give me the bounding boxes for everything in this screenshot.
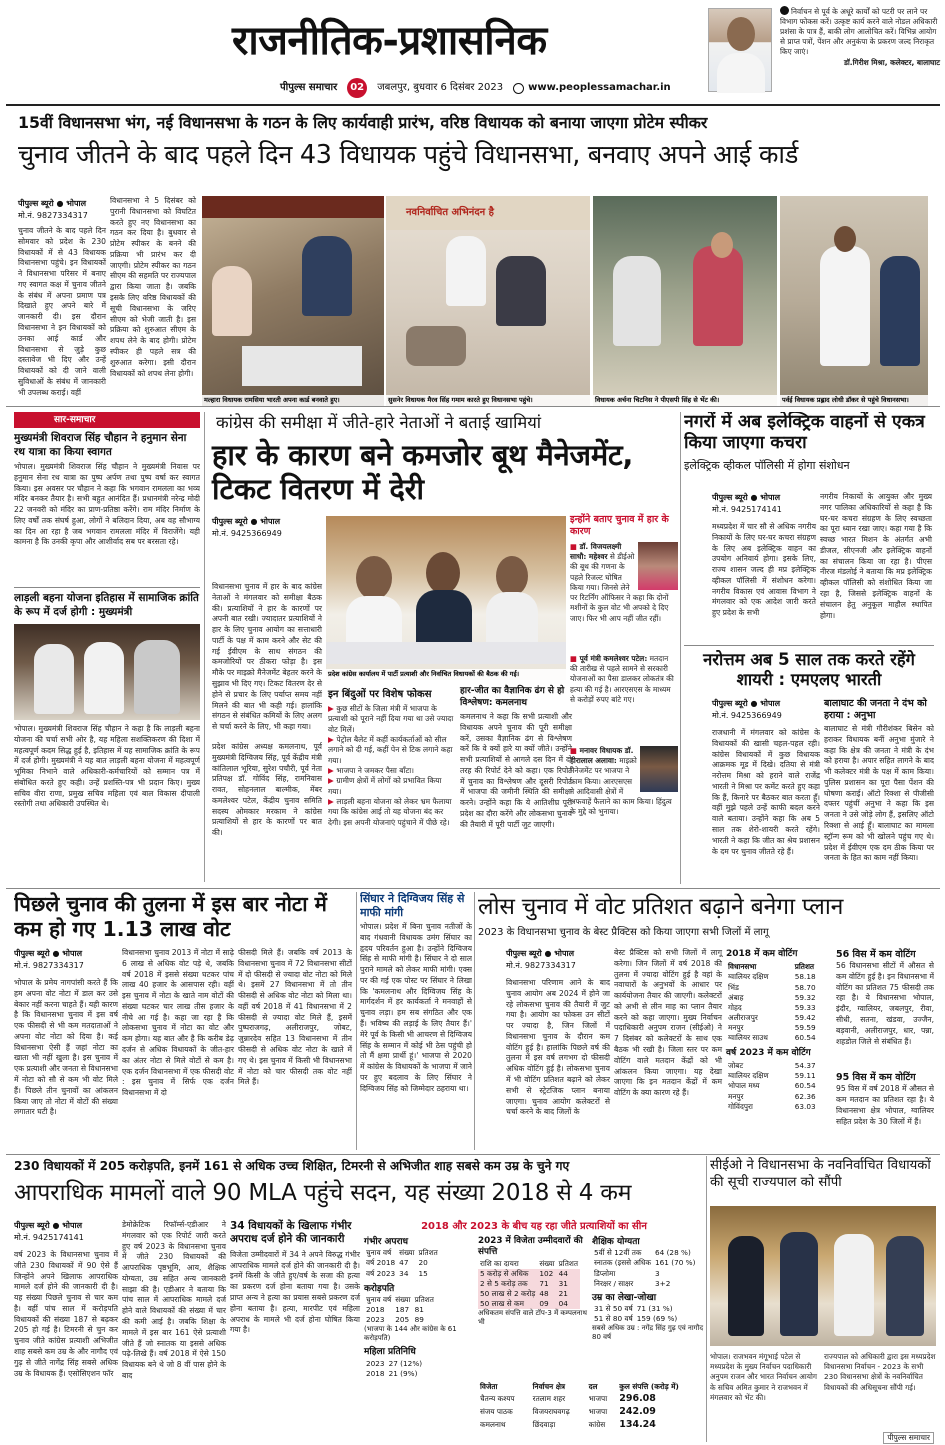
s56-title: 56 विस में कम वोटिंग (836, 949, 916, 960)
table-row: 5वीं से 12वीं तक 64 (28 %) (594, 1248, 691, 1258)
lead-photo-2-banner: नवनिर्वाचित अभिनंदन है (406, 207, 494, 218)
ev-col-2: नगरीय निकायों के आयुक्त और मुख्य नगर पालिका अधिकारियों से कहा है कि घर-घर कचरा संग्रहण के लिए स्वच्छता का पूरा ध्यान रखा जाए। कहा गया है कि स्वच्छ भारत मिशन के अंतर्गत अभी डीजल, सीएनजी और इलेक्ट्रिक वाहनों का संचालन किया जा रहा है। पीएस नीरज मंडलोई ने बताया कि मप्र इलेक्ट्रिक व्हीकल पॉलिसी को संशोधित किया जा रहा है, जिससे इलेक्ट्रिक वाहनों के संचालन हेतु अनुकूल माहौल स्थापित होगा। (820, 492, 932, 620)
cong-focus-list (328, 704, 456, 854)
singhar-story (360, 892, 472, 1152)
table-row: अंबाह 59.32 (728, 992, 816, 1002)
lead-headline: चुनाव जीतने के बाद पहले दिन 43 विधायक पहुंचे विधानसभा, बनवाए अपने आई कार्ड (18, 140, 799, 170)
ls-mobile: मो.नं. 9827334317 (506, 961, 576, 970)
paper-name: पीपुल्स समाचार (280, 82, 338, 94)
section-title: राजनीतिक-प्रशासनिक (232, 18, 547, 64)
lead-photo-1 (202, 196, 384, 406)
table-row: ग्वालियर दक्षिण 59.11 (728, 1071, 816, 1081)
balaghat-title: बालाघाट की जनता ने दंभ को हराया : अनुभा (824, 698, 927, 722)
table-row: मनपुर 62.36 (728, 1091, 816, 1101)
saar-headline-2: लाड़ली बहना योजना इतिहास में सामाजिक क्रांति के रूप में दर्ज होगी : मुख्यमंत्री (14, 592, 199, 618)
table-row: कमलनाथ छिंदवाड़ा कांग्रेस 134.24 (480, 1419, 656, 1431)
reason-photo (638, 542, 678, 590)
ev-col-1: मध्यप्रदेश में चार सौ से अधिक नगरीय निकायों के लिए घर-घर कचरा संग्रहण के लिए अब इलेक्ट्रिक वाहन का उपयोग अनिवार्य होगा। इसके लिए, राज्य शासन जल्द ही मप्र इलेक्ट्रिक व्हीकल पॉलिसी में संशोधन करेगा। नगरीय विकास एवं आवास विभाग ने मंगलवार को एक आदेश जारी करते हुए प्रदेश के सभी (712, 522, 816, 618)
table-row: 2023 205 89 (366, 1315, 424, 1325)
lead-photo-2 (386, 196, 590, 406)
ev-story (684, 412, 934, 644)
stats-title: 2018 और 2023 के बीच यह रहा जीते प्रत्याशियों का सीन (421, 1221, 647, 1232)
reason-photo (640, 746, 678, 792)
ceo-caption-2: राज्यपाल को अधिकारी द्वारा इस मध्यप्रदेश विधानसभा निर्वाचन - 2023 के सभी 230 विधानसभा क्षेत्रों के नवनिर्वाचित विधायकों की अधिसूचना सौंपी गई। (824, 1352, 936, 1392)
table-row: चैतन्य कश्यप रतलाम शहर भाजपा 296.08 (480, 1393, 656, 1405)
table-row: 2 से 5 करोड़ तक 71 31 (478, 1279, 580, 1289)
ev-headline: नगरों में अब इलेक्ट्रिक वाहनों से एकत्र किया जाएगा कचरा (684, 412, 925, 454)
lead-col-2: विधानसभा ने 5 दिसंबर को पुरानी विधानसभा को विघटित करते हुए नए विधानसभा का गठन कर दिया है। बुधवार से प्रोटेम स्पीकर के बनने की प्रक्रिया भी प्रारंभ कर दी जाएगी। प्रोटेम स्पीकर का गठन सीएम की सहमति पर राज्यपाल द्वारा किया जाता है। जबकि इसके लिए वरिष्ठ विधायकों की सूची विधानसभा के जरिए सीएम को भेजी जाती है। इस प्रक्रिया को शुरुआत सीएम के शपथ लेने के बाद होगी। प्रोटेम स्पीकर ही पहले सत्र की शुरुआत करेगा। इसी दौरान विधायकों को शपथ लेना होगी। (110, 196, 196, 378)
cong-byline: पीपुल्स ब्यूरो ● भोपाल (212, 517, 281, 526)
ceo-story (710, 1156, 936, 1445)
lead-photo-2-caption: सुसनेर विधायक मैरव सिंह गमाम कारते हुए विधानसभा पहुंचे। (386, 395, 590, 406)
table-row: 51 से 80 वर्ष 159 (69 %) (594, 1314, 678, 1324)
crore-kicker: 230 विधायकों में 205 करोड़पति, इनमें 161 से अधिक उच्च शिक्षित, टिमरनी से अभिजीत शाह सबसे कम उम्र के चुने गए (14, 1159, 570, 1173)
s56-box (836, 948, 934, 1148)
balaghat-text: बालाघाट से मंत्री गौरीशंकर बिसेन को हराकर विधायक बनीं अनुभा मुंजारे ने कहा कि क्षेत्र की जनता ने मंत्री के दंभ को हराया है। अपार सहित लागने के बाद भी कलेक्टर मंत्री के पक्ष में काम किया। पुलिस प्रशासन का पूरा पैसा पेंशन की घोषणा कराई। ऑटो रिक्शा से पीजीसी दफ्तर पहुंचीं अनुभा ने कहा कि इस जनता ने उसे जोड़े लोग हैं, इसलिए ऑटो रिक्शा से आई हूँ। बालाघाट का मामला स्ट्रॉन्ग रूम को भी खोलने पहुंच गए थे। प्रदेश में ईवीएम एक दम ठीक किया पर जनता के हित का काम नहीं किया। (824, 724, 934, 863)
s56-text: 56 विधानसभा सीटों में औसत से कम वोटिंग हुई है। इन विधानसभा में वोटिंग का प्रतिशत 75 फीसदी तक रहा है। ये विधानसभा भोपाल, इंदौर, ग्वालियर, जबलपुर, रीवा, सीधी, सतना, खंडवा, उज्जैन, बड़वानी, अलीराजपुर, धार, पन्ना, शहडोल जिले से संबंधित हैं। (836, 961, 934, 1046)
narottam-col-1: राजधानी में मंगलवार को कांग्रेस के विधायकों की खासी चहल-पहल रही। कांग्रेस विधायकों में कुछ विधायक आक्रमक मूड में दिखे। दतिया से मंत्री नरोत्तम मिश्रा को हराने वाले राजेंद्र भारती ने मिश्रा पर कमेंट करते हुए कहा कि हैं, किनारे पर बैठकर बात करता हूँ। वहीं मुझे पहले उन्हें काफी बदल करने वाले बताया। उन्होंने कहा कि अब 5 साल तक शेरो-शायरी करते रहेंगे। भारती ने कहा कि जीत का श्रेय प्रशासन के दम पर चुनाव जीतते रहे हैं। (712, 728, 820, 856)
crore-col-2: डेमोक्रेटिक रिफॉर्म्स-एडीआर ने मंगलवार को एक रिपोर्ट जारी करते हुए वर्ष 2023 के विधानसभा चुनाव में जीते 230 विधायकों की आपराधिक पृष्ठभूमि, आय, शैक्षिक योग्यता, उम्र सहित अन्य जानकारी साझा की है। एडीआर ने बताया कि पांच साल में आपराधिक मामले दर्ज होने वाले विधायकों की संख्या में चार की कमी आई है। जबकि शिक्षा के मामले में इस बार 161 ऐसे प्रत्याशी जीते हैं जो स्नातक या इससे अधिक पढ़े-लिखे हैं। वर्ष 2018 में ऐसे 150 विधायक बने थे जो 8 वीं पास होने के बाद (122, 1220, 226, 1380)
ceo-caption-1: भोपाल। राजभवन मंगूभाई पटेल से मध्यप्रदेश के मुख्य निर्वाचन पदाधिकारी अनुपम राजन और भारत निर्वाचन आयोग के सचिव अमित कुमार ने राजभवन में मंगलवार को भेंट की। (710, 1352, 817, 1402)
education-box: शैक्षिक योग्यता 5वीं से 12वीं तक 64 (28 %) स्नातक (इससे अधिक 161 (70 %) डिप्लोमा 3 निरक्षर / साक्षर 3+2 उम्र का लेखा-जोखा 31 से 50 वर्ष 71 (31 %) 51 से 80 वर्ष 159 (69 %) सबसे अधिक उम्र : नगेंद्र सिंह गुढ़ एवं नागौद 80 वर्ष (592, 1237, 704, 1342)
focus-item: ▶ ग्रामीण क्षेत्रों में लोगों को प्रभावित किया गया। (328, 776, 442, 796)
ev-subhead: इलेक्ट्रिक व्हीकल पॉलिसी में होगा संशोधन (684, 459, 850, 472)
narottam-story (684, 650, 934, 884)
saar-headline-1: मुख्यमंत्री शिवराज सिंह चौहान ने हनुमान सेना रथ यात्रा का किया स्वागत (14, 432, 187, 458)
collector-quote: निर्वाचन से पूर्व के अधूरे कार्यों को पटरी पर लाने पर विभाग फोकस करें। उत्कृष्ट कार्य करने वाले नोडल अधिकारी प्रशंसा के पात्र हैं, बाकी लोग आलोचित करें। विभिन्न आयोग से प्राप्त पत्रों, पेंशन और अनुकंपा के प्रकरण जल्द निराकृत किए जाएं। डॉ.गिरीश मिश्रा, कलेक्टर, बालाघाट (780, 7, 940, 67)
lead-story (0, 108, 945, 410)
cong-photo-caption: प्रदेश कांग्रेस कार्यालय में पार्टी प्रत्याशी और निर्वाचित विधायकों की बैठक की गई। (326, 669, 566, 680)
table-row: डिप्लोमा 3 (594, 1268, 660, 1278)
lead-kicker: 15वीं विधानसभा भंग, नई विधानसभा के गठन के लिए कार्यवाही प्रारंभ, वरिष्ठ विधायक को बनाया जाएगा प्रोटेम स्पीकर (18, 113, 708, 132)
focus-item: ▶ कुछ सीटों के जिला मंत्री में भाजपा के प्रत्याशी को पूराने नहीं दिया गया था उसे ज्यादा वोट मिलें। (328, 704, 454, 734)
lead-col-1: चुनाव जीतने के बाद पहले दिन सोमवार को प्रदेश के 230 विधायकों में से 43 विधायक विधानसभा पहुंचे। इन विधायकों ने विधानसभा परिसर में बनाए गए स्वागत कक्ष में चुनाव जीतने के संबंध में अपना प्रमाण पत्र दिखाते हुए अपने बारे में जानकारी दी। इस दौरान विधानसभा ने इन विधायकों को उनका आई कार्ड और विधानसभा से जुड़े कुछ दस्तावेज भी दिए और उन्हें विधायकों को दी जाने वाली सुविधाओं के संबंध में जानकारी भी उपलब्ध कराई। वहीं (18, 226, 106, 397)
table-row: 50 लाख से कम 09 04 (478, 1299, 580, 1309)
women-table (364, 1359, 424, 1379)
focus-item: ▶ लाड़ली बहना योजना को लेकर भ्रम फैलाया गया कि कांग्रेस आई तो यह योजना बंद कर देगी। इस अपनी योजनाएं पहुंचाने में पीछे रहे। (328, 797, 452, 827)
lead-photo-3-caption: विधायक अर्चना चिटनिस ने पीएसपी सिंह से भेंट की। (593, 395, 777, 406)
table-row: वर्ष 2018 47 20 (366, 1258, 428, 1268)
saar-text-2: भोपाल। मुख्यमंत्री शिवराज सिंह चौहान ने कहा है कि लाड़ली बहना योजना की चर्चा सभी ओर है, यह महिला सशक्तिकरण की दिशा में महत्वपूर्ण कदम सिद्ध हुई है, इतिहास में यह सामाजिक क्रांति के रूप में दर्ज होगी। मुख्यमंत्री ने यह बात लाड़ली बहना योजना में महत्वपूर्ण भूमिका निभाने वाले अधिकारी-कर्मचारियों को सम्मान पत्र में संबोधित करते हुए कही। उन्हें प्रशस्ति-पत्र भी प्रदान किए। मुख्य सचिव वीरा राणा, प्रमुख सचिव महिला एवं बाल विकास दीपाली रस्तोगी तथा अधिकारी उपस्थित थे। (14, 724, 200, 809)
education-table (592, 1248, 697, 1288)
singhar-headline: सिंघार ने दिग्विजय सिंह से माफी मांगी (360, 892, 465, 920)
crorepati-table (364, 1295, 436, 1325)
nota-mobile: मो.नं. 9827334317 (14, 961, 84, 970)
table-row: 5 करोड़ से अधिक 102 44 (478, 1269, 580, 1279)
age-table (592, 1304, 679, 1324)
low-2018-title: 2018 में कम वोटिंग (726, 949, 798, 959)
table-row: स्नातक (इससे अधिक 161 (70 %) (594, 1258, 696, 1268)
page-number: 02 (347, 78, 367, 98)
table-row: चुनाव वर्ष संख्या प्रतिशत (366, 1248, 438, 1258)
crore-headline: आपराधिक मामलों वाले 90 MLA पहुंचे सदन, यह संख्या 2018 से 4 कम (14, 1180, 632, 1206)
quote-icon (780, 6, 789, 15)
crore-stats (364, 1218, 704, 1444)
nota-story (14, 892, 354, 1152)
lead-byline: पीपुल्स ब्यूरो ● भोपाल (18, 199, 87, 208)
richest-box (478, 1382, 704, 1431)
nota-headline: पिछले चुनाव की तुलना में इस बार नोटा में कम हो गए 1.13 लाख वोट (14, 892, 327, 941)
cong-mobile: मो.नं. 9425366949 (212, 529, 282, 538)
table-row: 2018 21 (9%) (366, 1368, 418, 1378)
table-row: 31 से 50 वर्ष 71 (31 %) (594, 1304, 673, 1314)
saar-label: सार-समाचार (14, 412, 200, 428)
table-row: भिंड 58.70 (728, 982, 816, 992)
crore-story (14, 1156, 704, 1445)
narottam-byline: पीपुल्स ब्यूरो ● भोपाल (712, 699, 781, 708)
table-row: विजेता निर्वाचन क्षेत्र दल कुल संपत्ति (करोड़ में) (480, 1382, 679, 1391)
winner-assets-box: 2023 में विजेता उम्मीदवारों की संपत्ति राशि का दायरा संख्या प्रतिशत 5 करोड़ से अधिक 102 44 2 से 5 करोड़ तक 71 31 50 लाख से 2 करोड़ 48 21 50 लाख से कम 09 04 अधिकतम संपत्ति वाले टॉप-3 में कम्पलनाथ भी (478, 1236, 587, 1326)
s95-text: 95 विस में वर्ष 2018 में औसत से कम मतदान का प्रतिशत रहा है। ये विधानसभा क्षेत्र भोपाल, ग्वालियर सहित प्रदेश के 30 जिलों में हैं। (836, 1084, 934, 1126)
ls-subhead: 2023 के विधानसभा चुनाव के बेस्ट प्रैक्टिस को किया जाएगा सभी जिलों में लागू (478, 927, 769, 938)
richest-table (478, 1382, 704, 1431)
cong-kicker: कांग्रेस की समीक्षा में जीते-हारे नेताओं ने बताई खामियां (216, 413, 542, 432)
cong-sci-title: हार-जीत का वैज्ञानिक ढंग से हो विश्लेषण: कमलनाथ (460, 686, 565, 708)
focus-item: ▶ पेट्रोल बैलेट में कहीं कार्यकर्ताओं को सील लगाने को दी गई, कहीं पेन से टिक लगाने कहा गया। (328, 735, 453, 765)
s95-title: 95 विस में कम वोटिंग (836, 1072, 916, 1084)
low-2023-title: वर्ष 2023 में कम वोटिंग (726, 1047, 811, 1058)
nota-col-1: भोपाल के प्रमेय नागपांसी करते हैं कि हम अपना वोट नोटा में डाल कर उसे बेकार नहीं करना चाहते हैं। यही कारण है कि विधानसभा चुनाव में इस वर्ष एक फीसदी से भी कम मतदाताओं ने अपना वोट नोटा को दिया है। कई विधानसभा ऐसी हैं जहां नोटा का खाता भी नहीं खुला है। इस चुनाव में एक प्रत्याशी और जनता से विधानसभा में नोटा को सौ से कम भी वोट मिले हैं। पिछले तीन चुनावों का आंकलन किया जाए तो नोटा में वोटों की संख्या लगातार घटी है। (14, 978, 118, 1117)
crore-box-title: 34 विधायकों के खिलाफ गंभीर अपराध दर्ज होने की जानकारी (230, 1220, 352, 1246)
table-row: वर्ष 2023 34 15 (366, 1268, 428, 1278)
saar-samachar (14, 412, 200, 884)
saar-text-1: भोपाल। मुख्यमंत्री शिवराज सिंह चौहान ने मुख्यमंत्री निवास पर हनुमान सेना रथ यात्रा का पुष्प अर्पण तथा पुष्प वर्षा कर स्वागत किया। इस अवसर पर चौहान ने कहा कि भगवान रामलला का भव्य मंदिर बनकर तैयार है। सभी बहुत आनंदित हैं। प्रधानमंत्री नरेन्द्र मोदी 22 जनवरी को मंदिर का प्राण-प्रतिष्ठा करेंगे। राम मंदिर निर्माण के लिए वर्षों तक संघर्ष हुआ, लोगों ने बलिदान दिया, अब वह सौभाग्य का दिन आ रहा है जब भगवान रामलला मंदिर में विराजेंगे। यही कामना है कि उनकी कृपा और आशीर्वाद सब पर बरसता रहे। (14, 462, 200, 547)
assets-table (478, 1259, 580, 1309)
table-row: राशि का दायरा संख्या प्रतिशत (480, 1258, 578, 1268)
table-row: 50 लाख से 2 करोड़ 48 21 (478, 1289, 580, 1299)
lead-photo-4 (780, 196, 928, 406)
quote-author: डॉ.गिरीश मिश्रा, कलेक्टर, बालाघाट (843, 57, 940, 67)
ls-col-1: विधानसभा परिणाम आने के बाद चुनाव आयोग अब 2024 में होने जा रहे लोकसभा चुनाव की तैयारी में जुट गया है। आयोग का फोकस उन सीटों पर ज्यादा है, जिन जिलों में विधानसभा चुनाव के दौरान कम वोटिंग हुई है। हालांकि पिछले वर्ष की तुलना में इस वर्ष लगभग दो फीसदी अधिक वोटिंग हुई है। लोकसभा चुनाव में भी वोटिंग प्रतिशत बढ़ाने को लेकर सभी से स्ट्रेटजिक प्लान बनाया जाएगा। चुनाव आयोग कलेक्टरों से चर्चा करने के बाद जिलों के (506, 978, 610, 1117)
globe-icon (513, 83, 524, 94)
ls-byline: पीपुल्स ब्यूरो ● भोपाल (506, 949, 575, 958)
crore-box-text: विजेता उम्मीदवारों में 34 ने अपने विरुद्ध गंभीर आपराधिक मामले दर्ज होने की जानकारी दी है। इनमें किसी के जीते हुए/वर्ष के सजा की हत्या का प्रकरण दर्ज होना बताया गया है। उसके प्राप्त अन्य ने हत्या का प्रयास सबसे प्रकरण दर्ज होना बताया है। हत्या, मारपीट एवं महिला अपराध के मामले भी दर्ज होना घोषित किया गया है। (230, 1249, 360, 1335)
crore-byline: पीपुल्स ब्यूरो ● भोपाल (14, 1221, 83, 1230)
crore-col-1: वर्ष 2023 के विधानसभा चुनाव में जीते 230 विधायकों में 90 ऐसे हैं जिन्होंने अपने खिलाफ आपराधिक मामले दर्ज होने की जानकारी दी है। यह संख्या पिछले चुनाव से चार कम है। वहीं पांच साल में करोड़पति विधायकों की संख्या 187 से बढ़कर 205 हो गई है। टिमरनी से चुन कर चुनाव जीते कांग्रेस प्रत्याशी अभिजीत शाह सबसे कम उम्र के और नागौद एवं गुढ़ से जीते नागेंद्र सिंह सबसे अधिक उम्र के विधायक हैं। एसोसिएशन फॉर (14, 1250, 118, 1378)
reason-item: ■ पूर्व मंत्री कमलेश्वर पटेल: मतदान की तारीख से पहले सामने से सरकारी योजनाओं का पैसा डालकर लोकतंत्र की हत्या की गई है। आरएसएस के माध्यम से करोड़ों रुपए बांटे गए। (570, 654, 674, 704)
ls-col-2: बेस्ट प्रैक्टिस को सभी जिलों में लागू करेगा। जिन जिलों में वर्ष 2018 की तुलना में ज्यादा वोटिंग हुई है वहां के नवाचारों के अनुभवों के आधार पर कार्ययोजना तैयार की जाएगी। कलेक्टरों को अभी से लीन माह का प्लान तैयार करने को कहा जाएगा। मुख्य निर्वाचन पदाधिकारी अनुपम राजन (सीईओ) ने 7 दिसंबर को कलेक्टरों के साथ एक बैठक भी रखी है। जिला स्तर पर कम वोटिंग वाले मतदान केंद्रों को भी आंकलन किया जाएगा। यह देखा जाएगा कि इन मतदान केंद्रों में कम वोटिंग के क्या कारण रहे हैं। (614, 948, 722, 1098)
table-row: गोविंदपुरा 63.03 (728, 1101, 816, 1111)
ls-headline: लोस चुनाव में वोट प्रतिशत बढ़ाने बनेगा प्लान (478, 894, 844, 920)
crore-mobile: मो.नं. 9425174141 (14, 1233, 84, 1242)
congress-story (208, 412, 678, 886)
ev-mobile: मो.नं. 9425174141 (712, 505, 782, 514)
cong-sci-text: कमलनाथ ने कहा कि सभी प्रत्याशी और विधायक अपने चुनाव की पूरी समीक्षा करें, उसका वैज्ञानिक ढंग से विश्लेषण करें कि वे क्यों हारे या क्यों जीते। उन्होंने सभी प्रत्याशियों से आगले दस दिन में दो तरह की रिपोर्ट देने को कहा। एक रिपोर्ट में चुनाव का विश्लेषण और दूसरी रिपोर्ट में भाजपा की जमीनी स्थिति की समीक्षा करने। उन्होंने कहा कि ये आतिशीघ्र पूरी प्रदेश का दौरा करेंगे और लोकसभा चुनाव की तैयारी में पूरी पार्टी जुट जाएगी। (460, 712, 572, 829)
lead-photo-1-caption: मल्हारा विधायक रामसिया भारती अपना कार्ड बनवाते हुए। (202, 395, 384, 406)
ceo-headline: सीईओ ने विधानसभा के नवनिर्वाचित विधायकों की सूची राज्यपाल को सौंपी (710, 1158, 931, 1190)
dateline: जबलपुर, बुधवार 6 दिसंबर 2023 (377, 82, 504, 94)
table-row: अलीराजपुर 59.42 (728, 1012, 816, 1022)
narottam-headline: नरोत्तम अब 5 साल तक करते रहेंगे शायरी : एमएलए भारती (703, 650, 915, 690)
cong-col-1: विधानसभा चुनाव में हार के बाद कांग्रेस नेताओं ने मंगलवार को समीक्षा बैठक की। प्रत्याशियों ने हार के कारणों पर अपनी बात रखी। ज्यादातर प्रत्याशियों ने हार के लिए चुनाव आयोग का सत्ताधारी पार्टी के पक्ष में काम करने और सेट की गई ईवीएम के साथ संगठन की कमजोरियों पर ठीकरा फोड़ा है। इस मौके पर माइक्रो मैनेजमेंट बेहतर करने के सुझाव भी दिए गए। टिकट वितरण देर से होने से प्रचार के लिए पर्याप्त समय नहीं मिलने की बात भी कही गई। हालांकि संगठन से संबंधित कमियों के लिए अलग से चर्चा करने के लिए, भी कहा गया। (212, 582, 322, 732)
collector-photo (708, 8, 772, 92)
table-row: 2018 187 81 (366, 1305, 424, 1315)
footer-paper: पीपुल्स समाचार (883, 1432, 934, 1444)
masthead (0, 0, 945, 108)
singhar-text: भोपाल। प्रदेश में बिना चुनाव नतीजों के बाद गंधवानी विधायक उमंग सिंघार का हृदय परिवर्तन हुआ है। उन्होंने दिग्विजय सिंह से माफी मांगी है। सिंघार ने दो साल पुराने मामले को लेकर माफी मांगी। एक्स पर की गई एक पोस्ट पर सिंघार ने लिखा कि 'कमलनाथ और दिग्विजय सिंह के मार्गदर्शन में हर कार्यकर्ता ने मनवाहों से चुनाव लड़ा। हम सब संगठित और एक हैं। भविष्य की लड़ाई के लिए तैयार हैं।' मेरे पूर्व के किसी भी आचरण से दिग्विजय सिंह के सम्मान में कोई भी ठेस पहुंची हो तो मैं क्षमा प्रार्थी हूं।' भाजपा से 2020 में कांग्रेस के विधायकों के भाजपा में जाने पर हुए बदलाव के लिए सिंघार ने दिग्विजय सिंह को जिम्मेदार ठहराया था। (360, 922, 472, 1093)
table-row: भोपाल मध्य 60.54 (728, 1081, 816, 1091)
nota-col-3: फीसदी मिले हैं। जबकि वर्ष 2013 के विधानसभा चुनाव में 72 विधानसभा सीटों में दो फीसदी से ज्यादा वोट नोटा को मिले थे। इसमें 27 विधानसभा में तो तीन फीसदी से अधिक वोट नोटा को मिला था। वहीं वर्ष 2018 में 41 विधानसभा में 2 फीसदी से ज्यादा वोट मिले हैं, इसमें पुष्पराजगढ़, अलीराजपुर, जोबट, जुन्नारदेव सहित 13 विधानसभा में तीन फीसदी से अधिक वोट नोटा के खाते में गए थे। इस चुनाव में किसी भी विधानसभा में नोटा को चार फीसदी तक वोट नहीं मिले हैं। (238, 948, 352, 1087)
low-vote-2018-box (726, 948, 832, 1148)
table-row: जोबट 54.37 (728, 1061, 816, 1071)
cong-headline: हार के कारण बने कमजोर बूथ मैनेजमेंट, टिकट वितरण में देरी (212, 438, 634, 507)
ceo-photo (710, 1206, 936, 1346)
cong-focus-title: इन बिंदुओं पर विशेष फोकस (328, 689, 432, 700)
low-2023-table (726, 1061, 830, 1111)
lead-photo-3 (593, 196, 777, 406)
crore-serious-box (230, 1220, 360, 1440)
crim-box: गंभीर अपराध चुनाव वर्ष संख्या प्रतिशत वर्ष 2018 47 20 वर्ष 2023 34 15 करोड़पति चुनाव वर्ष संख्या प्रतिशत 2018 187 81 2023 205 89 (भाजपा के 144 और कांग्रेस के 61 करोड़पति) महिला प्रतिनिधि 2023 27 (12%) 2018 21 (9%) (364, 1237, 457, 1378)
nota-byline: पीपुल्स ब्यूरो ● भोपाल (14, 949, 83, 958)
narottam-mobile: मो.नं. 9425366949 (712, 711, 782, 720)
ls-story (478, 892, 934, 1152)
low-2018-table: विधानसभा प्रतिशत ग्वालियर दक्षिण 58.18 भिंड 58.70 अंबाह 59.32 गोहद 59.33 अलीराजपुर 59.42 मनपुर 59.59 ग्वालियर साउथ 60.54 (726, 962, 830, 1043)
folio-line (280, 78, 671, 98)
focus-item: ▶ भाजपा ने जमकर पैसा बाँटा। (328, 766, 415, 776)
table-row: मनपुर 59.59 (728, 1022, 816, 1032)
cong-meeting-photo (326, 516, 566, 680)
table-row: ग्वालियर साउथ 60.54 (728, 1032, 816, 1042)
laadli-photo (14, 624, 200, 720)
table-row: 2023 27 (12%) (366, 1358, 423, 1368)
table-row: चुनाव वर्ष संख्या प्रतिशत (366, 1295, 434, 1304)
reason-item: ■ मनावर विधायक डॉ. हीरालाल अलावा: माइक्रो मैनेजमेंट पर भाजपा ने काम किया। आरएसएस ने आदिवासी क्षेत्रों में अफवाहें फैलाने का काम किया। हिंदुत्व के मुद्दे को भुनाया। (570, 746, 678, 854)
ev-byline: पीपुल्स ब्यूरो ● भोपाल (712, 493, 781, 502)
table-row: निरक्षर / साक्षर 3+2 (594, 1278, 671, 1288)
website: www.peoplessamachar.in (528, 82, 671, 94)
crim-table (364, 1248, 440, 1278)
table-row: संजय पाठक विजयराघवगढ़ भाजपा 242.09 (480, 1406, 656, 1418)
lead-photo-4-caption: पर्वई विधायक प्रह्लाद लोधी डॉकर से पहुंचे विधानसभा। (780, 395, 928, 406)
table-row: ग्वालियर दक्षिण 58.18 (728, 972, 816, 982)
nota-col-2: विधानसभा चुनाव 2013 में नोटा में साढ़े 6 लाख से अधिक वोट पड़े थे, जबकि वर्ष 2018 में इससे संख्या घटकर पांच लाख 40 हजार के आसपास रही। वहीं इस चुनाव में नोटा के खाते नाम वोटों की संख्या घटकर चार लाख तीस हजार के नीचे आ गई है। कहा जा रहा है कि लोकसभा चुनाव में नोटा का वोट और कम होगा। यह बात और है कि करीब डेढ़ दर्जन से अधिक विधायकों के जीत-हार का अंतर नोटा से मिले वोटों से कम है। एक दर्जन विधानसभा में एक फीसदी वोट : इस चुनाव में सिर्फ एक दर्जन विधानसभा में दो (122, 948, 234, 1098)
table-row: गोहद 59.33 (728, 1002, 816, 1012)
cong-col-1b: प्रदेश कांग्रेस अध्यक्ष कमलनाथ, पूर्व मुख्यमंत्री दिग्विजय सिंह, पूर्व केंद्रीय मंत्री कांतिलाल भूरिया, सुरेश पचौरी, पूर्व नेता प्रतिपक्ष डॉ. गोविंद सिंह, रामनिवास रावत, सोहनलाल बाल्मीक, मेंबर कमलेश्वर पटेल, केंद्रीय चुनाव समिति सदस्य ओमकार मरकाम ने कांग्रेस प्रत्याशियों से हार के कारणों पर बात की। (212, 742, 322, 838)
reasons-title: इन्होंने बताए चुनाव में हार के कारण (570, 514, 669, 537)
reason-item: ■ डॉ. विजयलक्ष्मी साधौ: महेश्वर से डीईओ की बूथ की गणना के पहले रिजल्ट घोषित किया गया। जिनसे लेने पर रिटर्निंग ऑफिसर ने कहा कि दोनों मशीनों के कुल वोट भी अपको दे दिए जाए। फिर भी आप नहीं जीत रहीं। (570, 542, 678, 652)
lead-mobile: मो.नं. 9827334317 (18, 211, 88, 220)
